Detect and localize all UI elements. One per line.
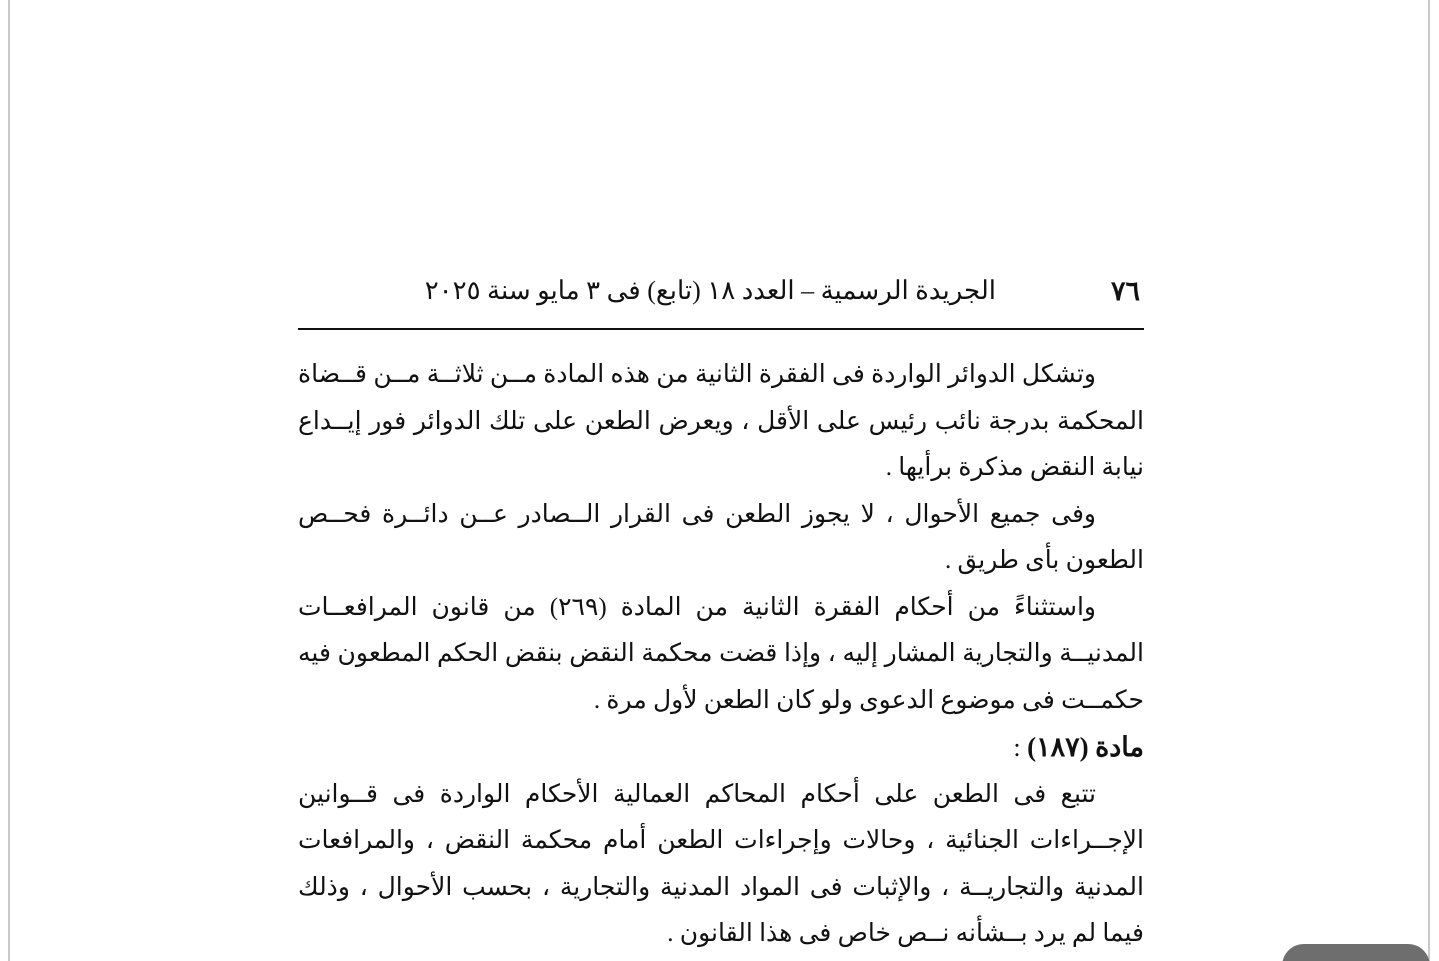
page-scroll-thumb[interactable] <box>1282 944 1430 961</box>
paragraph-2: وفى جميع الأحوال ، لا يجوز الطعن فى القرار الــصادر عــن دائــرة فحــص الطعون بأى طريق . <box>298 500 1144 574</box>
viewer-left-border <box>8 0 10 961</box>
article-word: مادة <box>1095 732 1144 762</box>
viewer-right-border <box>1428 0 1430 961</box>
article-number: (١٨٧) <box>1027 732 1089 762</box>
page-header <box>298 272 1144 316</box>
document-body <box>298 352 1144 958</box>
paragraph-1: وتشكل الدوائر الواردة فى الفقرة الثانية من هذه المادة مــن ثلاثــة مــن قــضاة المحكمة بدرجة نائب رئيس على الأقل ، ويعرض الطعن على تلك الدوائر فور إيــداع نيابة النقض مذكرة برأيها . <box>298 361 1144 481</box>
article-colon: : <box>1013 733 1028 762</box>
gazette-title: الجريدة الرسمية – العدد ١٨ (تابع) فى ٣ مايو سنة ٢٠٢٥ <box>424 276 996 305</box>
paragraph-4: تتبع فى الطعن على أحكام المحاكم العمالية الأحكام الواردة فى قــوانين الإجــراءات الجنائية ، وحالات وإجراءات الطعن أمام محكمة النقض ، والمرافعات المدنية والتجاريــة ، والإثبات فى المواد المدنية والتجارية ، بحسب الأحوال ، وذلك فيما لم يرد بــشأنه نــص خاص فى هذا القانون . <box>298 780 1144 947</box>
page-number: ٧٦ <box>1110 276 1140 306</box>
article-heading <box>298 724 1144 772</box>
header-divider <box>298 328 1144 330</box>
paragraph-3: واستثناءً من أحكام الفقرة الثانية من المادة (٢٦٩) من قانون المرافعــات المدنيــة والتجارية المشار إليه ، وإذا قضت محكمة النقض بنقض الحكم المطعون فيه حكمــت فى موضوع الدعوى ولو كان الطعن لأول مرة . <box>298 593 1144 714</box>
